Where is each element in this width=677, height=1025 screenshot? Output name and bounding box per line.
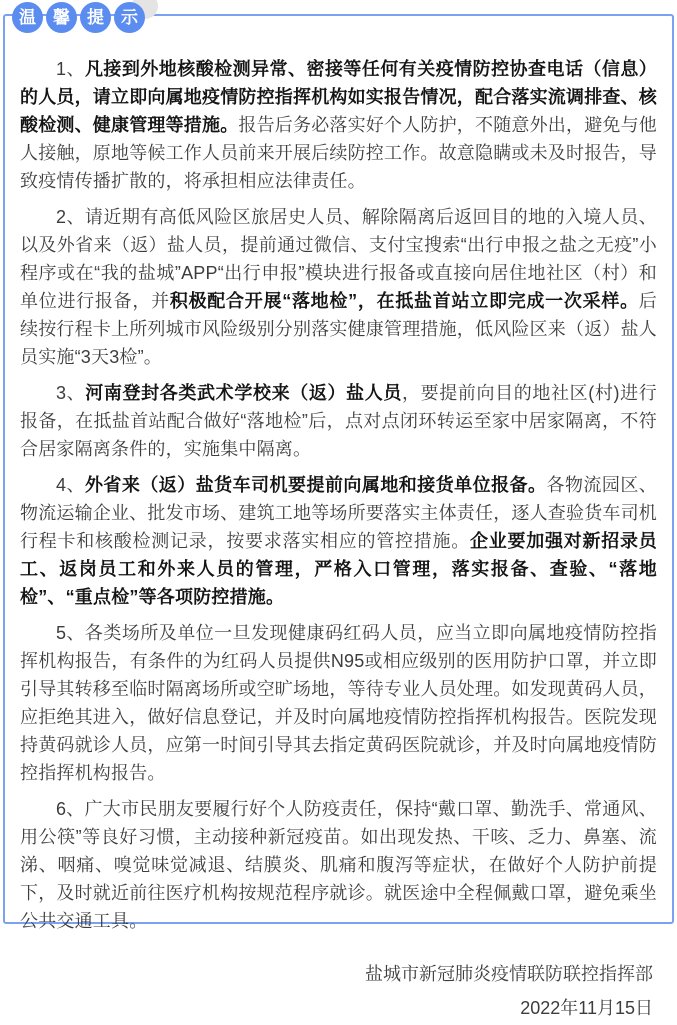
tip-badge: 温 [12,2,43,33]
text-segment: 报告后务必落实好个人防护，不随意外出，避免与他人接触，原地等候工作人员前来开展后续防控工作。故意隐瞒或未及时报告，导致疫情传播扩散的，将承担相应法律责任。 [20,115,658,191]
tip-badge: 馨 [46,2,77,33]
text-segment: 后续按行程卡上所列城市风险级别分别落实健康管理措施，低风险区来（返）盐人员实施“3天3检”。 [20,291,657,367]
tip-badge: 示 [114,2,145,33]
date-line: 2022年11月15日 [520,998,653,1018]
notice-footer [20,957,657,1025]
text-segment: 6、广大市民朋友要履行好个人防疫责任，保持“戴口罩、勤洗手、常通风、用公筷”等良好习惯，主动接种新冠疫苗。如出现发热、干咳、乏力、鼻塞、流涕、咽痛、嗅觉味觉减退、结膜炎、肌痛和腹泻等症状，在做好个人防护前提下，及时就近前往医疗机构按规范程序就诊。就医途中全程佩戴口罩，避免乘坐公共交通工具。 [20,799,657,931]
text-segment: 外省来（返）盐货车司机要提前向属地和接货单位报备。 [84,475,547,495]
text-segment: 2、请近期有高低风险区旅居史人员、解除隔离后返回目的地的入境人员、以及外省来（返）盐人员，提前通过微信、支付宝搜索“出行申报之盐之无疫”小程序或在“我的盐城”APP“出行申报”模块进行报备或直接向居住地社区（村）和单位进行报备，并 [20,207,657,311]
text-segment: 凡接到外地核酸检测异常、密接等任何有关疫情防控协查电话（信息）的人员，请立即向属地疫情防控指挥机构如实报告情况，配合落实流调排查、核酸检测、健康管理等措施。 [20,59,657,135]
text-segment: 积极配合开展“落地检”，在抵盐首站立即完成一次采样。 [169,291,639,311]
text-segment: 1、 [56,59,85,79]
notice-body [20,55,657,935]
tip-badge: 提 [80,2,111,33]
text-segment: 4、 [56,475,85,495]
notice-paragraph [20,203,657,371]
text-segment: 企业要加强对新招录员工、返岗员工和外来人员的管理，严格入口管理，落实报备、查验、“落地检”、“重点检”等各项防控措施。 [20,531,657,607]
notice-paragraph [20,379,657,463]
text-segment: 3、 [56,383,86,403]
notice-paragraph [20,619,657,787]
text-segment: 河南登封各类武术学校来（返）盐人员 [85,383,402,403]
signature-line: 盐城市新冠肺炎疫情联防联控指挥部 [365,964,653,984]
text-segment: ，要提前向目的地社区(村)进行报备，在抵盐首站配合做好“落地检”后，点对点闭环转运至家中居家隔离，不符合居家隔离条件的，实施集中隔离。 [20,383,657,459]
notice-paragraph [20,795,657,935]
notice-paragraph [20,471,657,611]
header-badges [12,2,145,33]
text-segment: 5、各类场所及单位一旦发现健康码红码人员，应当立即向属地疫情防控指挥机构报告，有条件的为红码人员提供N95或相应级别的医用防护口罩，并立即引导其转移至临时隔离场所或空旷场地，等待专业人员处理。如发现黄码人员，应拒绝其进入，做好信息登记，并及时向属地疫情防控指挥机构报告。医院发现持黄码就诊人员，应第一时间引导其去指定黄码医院就诊，并及时向属地疫情防控指挥机构报告。 [20,623,657,783]
notice-paragraph [20,55,657,195]
text-segment: 各物流园区、物流运输企业、批发市场、建筑工地等场所要落实主体责任，逐人查验货车司机行程卡和核酸检测记录，按要求落实相应的管控措施。 [20,475,657,551]
notice-content [0,14,677,1025]
